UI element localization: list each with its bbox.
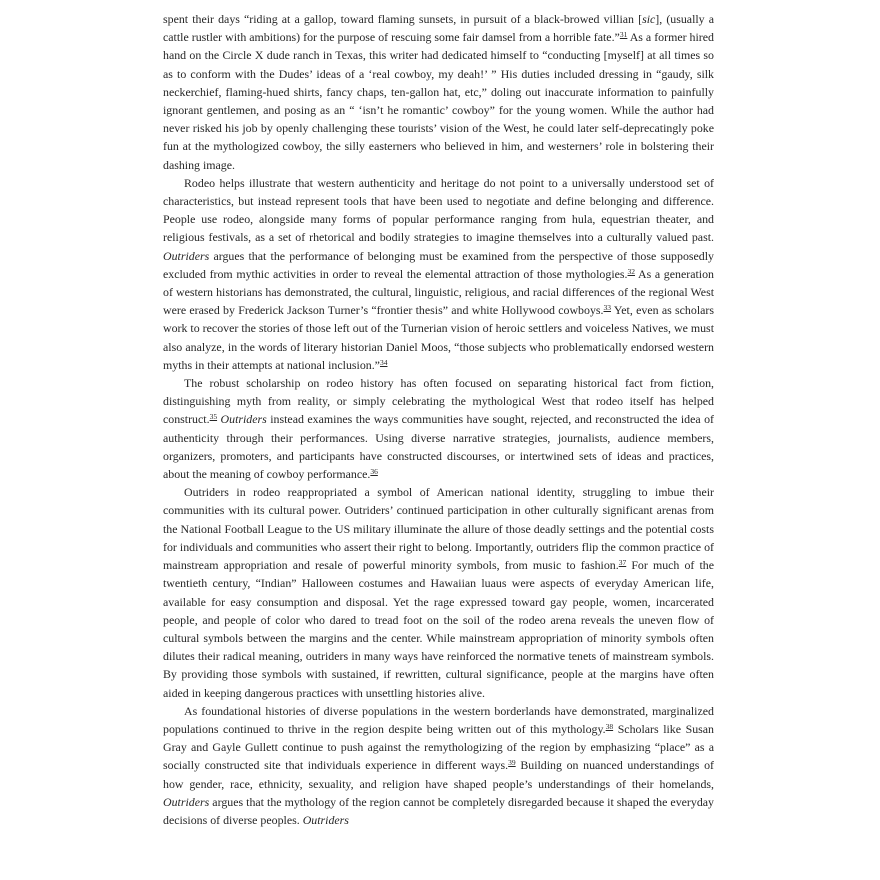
footnote-ref: 32: [627, 266, 636, 276]
text-run: As a former hired hand on the Circle X dude ranch in Texas, this writer had dedicated himself to “conducting [myself] at all times so as to conform with the Dudes’ ideas of a ‘real cowboy, my deah!’ ” His duties included dressing in “gaudy, silk neckerchief, flaming-hued shirts, fancy chaps, ten-gallon hat, etc,” doling out inaccurate information to painfully ignorant gentlemen, and posing as an “ ‘isn’t he romantic’ cowboy” for the young women. While the author had never risked his job by openly challenging these tourists’ vision of the West, he could later self-deprecatingly poke fun at the mythologized cowboy, the silly easterners who believed in him, and westerners’ role in bolstering their dashing image.: [163, 30, 714, 172]
text-run: As a generation of western historians has demonstrated, the cultural, linguistic, religious, and racial differences of the regional West were erased by Frederick Jackson Turner’s “frontier thesis” and white Hollywood cowboys.: [163, 266, 714, 318]
text-run: For much of the twentieth century, “Indian” Halloween costumes and Hawaiian luaus were aspects of everyday American life, available for easy consumption and disposal. Yet the rage expressed toward gay people, women, incarcerated people, and people of color who dared to tread foot on the soil of the rodeo arena reveals the uneven flow of cultural symbols between the margins and the center. While mainstream appropriation of minority symbols often dilutes their radical meaning, outriders in many ways have reinforced the normative tenets of mainstream symbols. By providing those symbols with sustained, if rewritten, cultural significance, people at the margins have often aided in keeping dangerous practices with unsettling histories alive.: [163, 558, 715, 700]
text-run: Outriders in rodeo reappropriated a symbol of American national identity, struggling to imbue their communities with its cultural power. Outriders’ continued participation in other culturally significant arenas from the National Football League to the US military illuminate the allure of those deadly settings and the potential costs for individuals and communities who assert their right to belong. Importantly, outriders flip the common practice of mainstream appropriation and resale of powerful minority symbols, from music to fashion.: [163, 485, 714, 573]
footnote-ref: 34: [379, 357, 388, 367]
footnote-ref: 36: [370, 467, 378, 477]
body-paragraph: [163, 174, 714, 374]
text-run: ], (usually a cattle rustler with ambitions) for the purpose of rescuing some fair damsel from a horrible fate.”: [163, 12, 715, 45]
footnote-ref: 39: [508, 758, 516, 768]
footnote-ref: 38: [605, 721, 614, 731]
italic-text: Outriders: [302, 812, 349, 827]
body-paragraph: [163, 374, 714, 483]
text-run: spent their days “riding at a gallop, toward flaming sunsets, in pursuit of a black-browed villian [: [163, 12, 643, 26]
body-paragraph: [163, 702, 714, 829]
text-run: Yet, even as scholars work to recover the stories of those left out of the Turnerian vision of heroic settlers and voiceless Natives, we must also analyze, in the words of literary historian Daniel Moos, “those subjects who problematically endorsed western myths in their attempts at national inclusion.”: [163, 303, 714, 372]
italic-text: Outriders: [220, 412, 267, 427]
footnote-ref: 37: [618, 558, 627, 568]
text-run: Scholars like Susan Gray and Gayle Gullett continue to push against the remythologizing of the region by emphasizing “place” as a socially constructed site that individuals experience in different ways.: [163, 721, 715, 773]
text-run: As foundational histories of diverse populations in the western borderlands have demonstrated, marginalized populations continued to thrive in the region despite being written out of this mythology.: [163, 703, 714, 736]
body-paragraph: [163, 483, 714, 701]
italic-text: Outriders: [163, 794, 210, 809]
italic-text: sic: [642, 12, 656, 26]
footnote-ref: 35: [209, 412, 218, 422]
footnote-ref: 33: [603, 303, 611, 313]
text-run: Rodeo helps illustrate that western authenticity and heritage do not point to a universally understood set of characteristics, but instead represent tools that have been used to negotiate and define belonging and difference. People use rodeo, alongside many forms of popular performance ranging from hula, equestrian theater, and religious festivals, as a set of rhetorical and bodily strategies to imagine themselves into a culturally valued past.: [163, 175, 714, 245]
text-run: Building on nuanced understandings of how gender, race, ethnicity, sexuality, and religion have shaped people’s understandings of their homelands,: [163, 758, 714, 791]
text-run: The robust scholarship on rodeo history has often focused on separating historical fact from fiction, distinguishing myth from reality, or simply celebrating the mythological West that rodeo itself has helped construct.: [163, 376, 714, 427]
text-run: instead examines the ways communities have sought, rejected, and reconstructed the idea of authenticity through their performances. Using diverse narrative strategies, journalists, audience members, organizers, promoters, and participants have constructed discourses, or intertwined sets of ideas and practices, about the meaning of cowboy performance.: [163, 412, 714, 482]
footnote-ref: 31: [619, 30, 628, 40]
body-paragraph: [163, 10, 714, 174]
text-run: argues that the performance of belonging must be examined from the perspective of those supposedly excluded from mythic activities in order to reveal the elemental attraction of those mythologies.: [163, 248, 714, 281]
text-run: argues that the mythology of the region cannot be completely disregarded because it shaped the everyday decisions of diverse peoples.: [163, 794, 714, 827]
book-page: [163, 10, 714, 829]
italic-text: Outriders: [163, 248, 210, 263]
